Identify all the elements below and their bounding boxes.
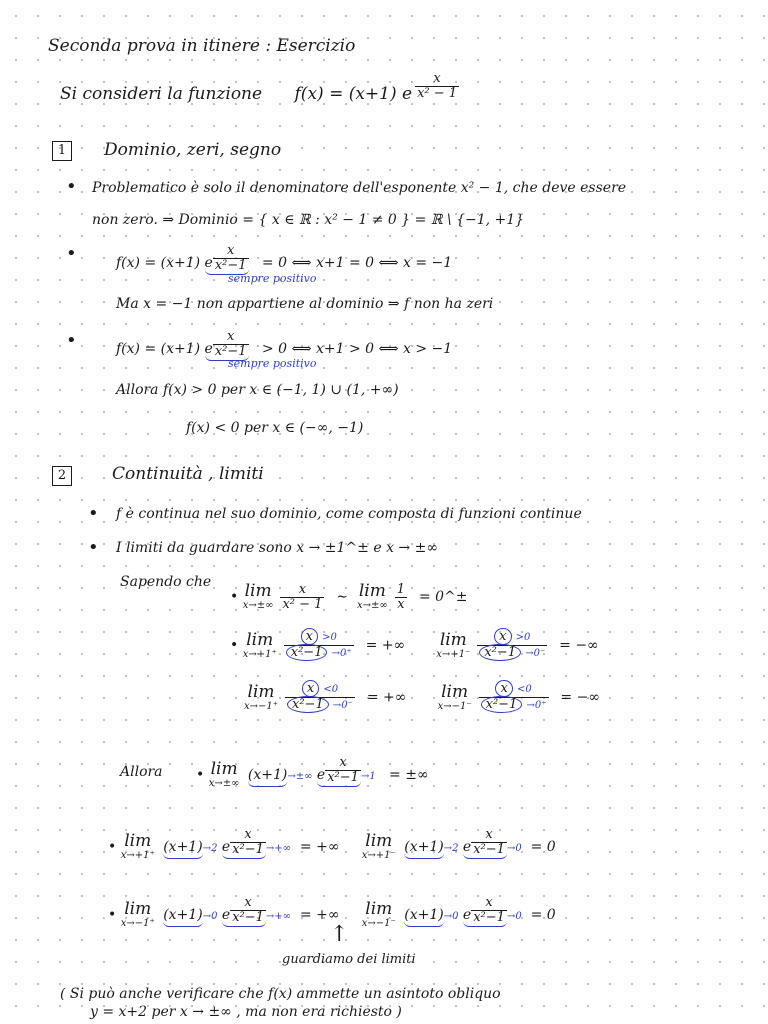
sempre-positivo-note: sempre positivo [228,357,317,370]
exponential-factor: e $^{\frac{x}{\text{x²−1}}}$ [205,244,249,275]
bullet-icon: • [66,176,77,197]
intro-text: Si consideri la funzione [60,84,263,104]
limit-row-5: • lim x→+1⁺ (x+1)→2 e $^{\frac{x}{\text{x²−1}}}$ →+∞ = +∞ lim x→+1⁻ (x+1)→2 e $^{\frac{x}{\text{x²−1}}}$ →0 = 0 [108,827,556,862]
sign-line: f(x) = (x+1) e $^{\frac{x}{\text{x²−1}}}$ > 0 ⟺ x+1 > 0 ⟺ x > −1 [116,330,452,361]
limit-row-6: • lim x→−1⁺ (x+1)→0 e $^{\frac{x}{\text{x²−1}}}$ →+∞ = +∞ lim x→−1⁻ (x+1)→0 e $^{\frac{x}{\text{x²−1}}}$ →0 = 0 [108,895,556,930]
sapendo-label: Sapendo che [120,574,212,590]
sign-negative-line: f(x) < 0 per x ∈ (−∞, −1) [186,420,364,436]
function-definition: f(x) = (x+1) e [294,84,413,104]
section-2-title: Continuità , limiti [112,464,264,484]
sempre-positivo-note: sempre positivo [228,272,317,285]
limits-to-check-line: I limiti da guardare sono x → ±1^± e x → ±∞ [116,540,438,556]
allora-label: Allora [120,764,163,780]
bullet-icon: • [66,330,77,351]
bullet-icon: • [66,243,77,264]
section-1-number: 1 [52,141,72,161]
final-note-line-1: ( Si può anche verificare che f(x) ammette un asintoto obliquo [60,986,501,1002]
sign-positive-line: Allora f(x) > 0 per x ∈ (−1, 1) ∪ (1, +∞) [116,382,399,398]
section-1-title: Dominio, zeri, segno [104,140,282,160]
domain-line-1: Problematico è solo il denominatore dell'esponente x² − 1, che deve essere [92,180,627,196]
limit-row-4: • lim x→±∞ (x+1)→±∞ e $^{\frac{x}{\text{x²−1}}}$ →1 = ±∞ [196,755,429,790]
exponent-fraction: $\frac{x}{\text{x² − 1}}$ [417,71,458,101]
guardiamo-note: guardiamo dei limiti [282,952,416,967]
up-arrow-icon: ↑ [330,922,349,947]
continuity-line: f è continua nel suo dominio, come composta di funzioni continue [116,506,582,522]
domain-line-2: non zero. ⇒ Dominio = { x ∈ ℝ : x² − 1 ≠ 0 } = ℝ \ {−1, +1} [92,212,525,228]
limit-row-3: lim x→−1⁺ $\frac{x <0}{\text{x²−1 →0⁻}}$ = +∞ lim x→−1⁻ $\frac{x <0}{\text{x²−1 →0⁺}}$ = −∞ [244,681,600,712]
section-2-number: 2 [52,466,72,486]
intro-line [60,71,462,104]
page-heading: Seconda prova in itinere : Esercizio [48,36,356,56]
final-note-line-2: y = x+2 per x → ±∞ , ma non era richiesto ) [90,1004,402,1020]
no-zeros-line: Ma x = −1 non appartiene al dominio ⇒ f non ha zeri [116,296,494,312]
limit-row-2: • lim x→+1⁺ $\frac{x >0}{\text{x²−1 →0⁺}}$ = +∞ lim x→+1⁻ $\frac{x >0}{\text{x²−1 →0⁻}}$ = −∞ [230,629,599,660]
bullet-icon: • [88,503,99,524]
zeros-line: f(x) = (x+1) e $^{\frac{x}{\text{x²−1}}}$ = 0 ⟺ x+1 = 0 ⟺ x = −1 [116,244,452,275]
bullet-icon: • [88,537,99,558]
exponential-factor: e $^{\frac{x}{\text{x²−1}}}$ [205,330,249,361]
limit-row-1: • lim x→±∞ $\frac{x}{\text{x² − 1}}$ ∼ lim x→±∞ $\frac{1}{x}$ = 0^± [230,581,468,612]
